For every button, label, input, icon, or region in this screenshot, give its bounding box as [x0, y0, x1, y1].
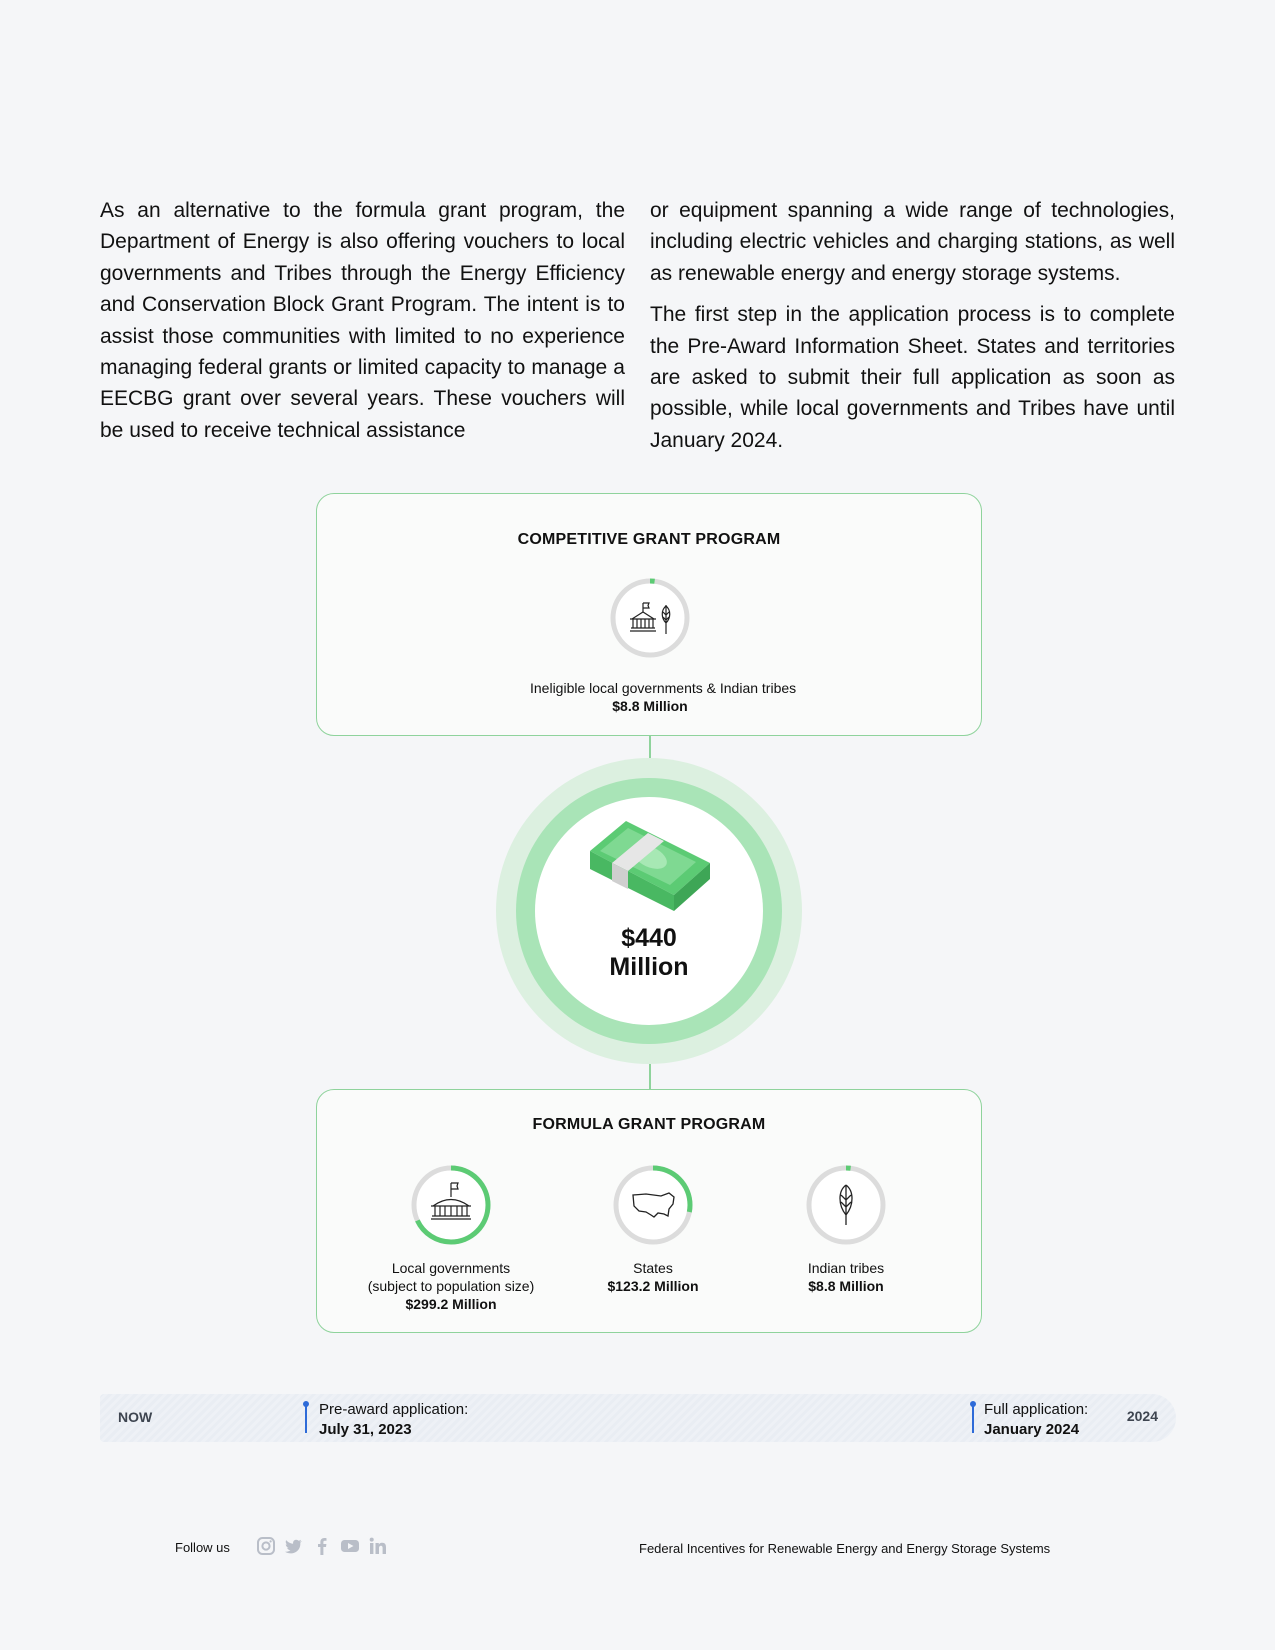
follow-us-label: Follow us	[175, 1540, 230, 1555]
timeline-start: NOW	[118, 1409, 153, 1425]
preaward-label: Pre-award application:	[319, 1401, 469, 1418]
competitive-amount: $8.8 Million	[612, 698, 688, 714]
full-application-label: Full application:	[984, 1401, 1089, 1418]
timeline-end: 2024	[1126, 1408, 1158, 1424]
formula-grant-title: FORMULA GRANT PROGRAM	[532, 1116, 766, 1133]
government-and-tribe-icon	[608, 576, 692, 660]
local-governments-ring	[409, 1163, 493, 1247]
timeline	[100, 1394, 1176, 1442]
total-amount: $440	[621, 924, 677, 952]
social-links	[256, 1536, 388, 1556]
left-paragraph: As an alternative to the formula grant program, the Department of Energy is also offering vouchers to local governments and Tribes through the Energy Efficiency and Conservation Block Grant Program. The intent is to assist those communities with limited to no experience managing federal grants or limited capacity to manage a EECBG grant over several years. These vouchers will be used to receive technical assistance	[100, 199, 625, 442]
linkedin-icon[interactable]	[368, 1536, 388, 1556]
formula-grant-card	[316, 1089, 982, 1333]
competitive-caption	[530, 679, 797, 715]
indian-tribes-label: Indian tribes	[807, 1260, 885, 1276]
total-unit: Million	[609, 953, 689, 981]
right-column	[650, 195, 1175, 456]
body-text	[100, 195, 1175, 456]
right-paragraph-1: or equipment spanning a wide range of technologies, including electric vehicles and charging stations, as well as renewable energy and energy storage systems.	[650, 199, 1175, 285]
local-governments-label: Local governments	[391, 1260, 511, 1276]
instagram-icon[interactable]	[256, 1536, 276, 1556]
indian-tribes-amount: $8.8 Million	[808, 1278, 884, 1294]
connector-bottom	[649, 1064, 651, 1090]
connector-top	[649, 736, 651, 758]
local-governments-sublabel: (subject to population size)	[367, 1278, 535, 1294]
states-label: States	[633, 1260, 673, 1276]
states-amount: $123.2 Million	[607, 1278, 699, 1294]
timeline-pin-preaward	[305, 1403, 307, 1433]
timeline-event-preaward	[319, 1400, 468, 1440]
money-stack-icon	[586, 813, 714, 913]
indian-tribes-ring	[804, 1163, 888, 1247]
twitter-icon[interactable]	[284, 1536, 304, 1556]
states-ring	[611, 1163, 695, 1247]
timeline-pin-full	[972, 1403, 974, 1433]
competitive-grant-card	[316, 493, 982, 736]
competitive-label: Ineligible local governments & Indian tribes	[530, 680, 797, 696]
preaward-date: July 31, 2023	[319, 1421, 412, 1438]
usa-map-icon	[611, 1163, 695, 1247]
total-amount-block	[496, 924, 802, 982]
right-paragraph-2: The first step in the application process is to complete the Pre-Award Information Sheet. States and territories are asked to submit their full application as soon as possible, while local governments and Tribes have until January 2024.	[650, 303, 1175, 452]
facebook-icon[interactable]	[312, 1536, 332, 1556]
left-column	[100, 195, 625, 456]
local-governments-amount: $299.2 Million	[405, 1296, 497, 1312]
feather-icon	[804, 1163, 888, 1247]
government-building-icon	[409, 1163, 493, 1247]
full-application-date: January 2024	[984, 1421, 1080, 1438]
indian-tribes-caption	[726, 1259, 966, 1295]
footer-document-title: Federal Incentives for Renewable Energy and Energy Storage Systems	[639, 1541, 1051, 1556]
competitive-grant-title: COMPETITIVE GRANT PROGRAM	[517, 531, 781, 548]
youtube-icon[interactable]	[340, 1536, 360, 1556]
timeline-event-full	[984, 1400, 1088, 1440]
competitive-ring	[608, 576, 692, 660]
